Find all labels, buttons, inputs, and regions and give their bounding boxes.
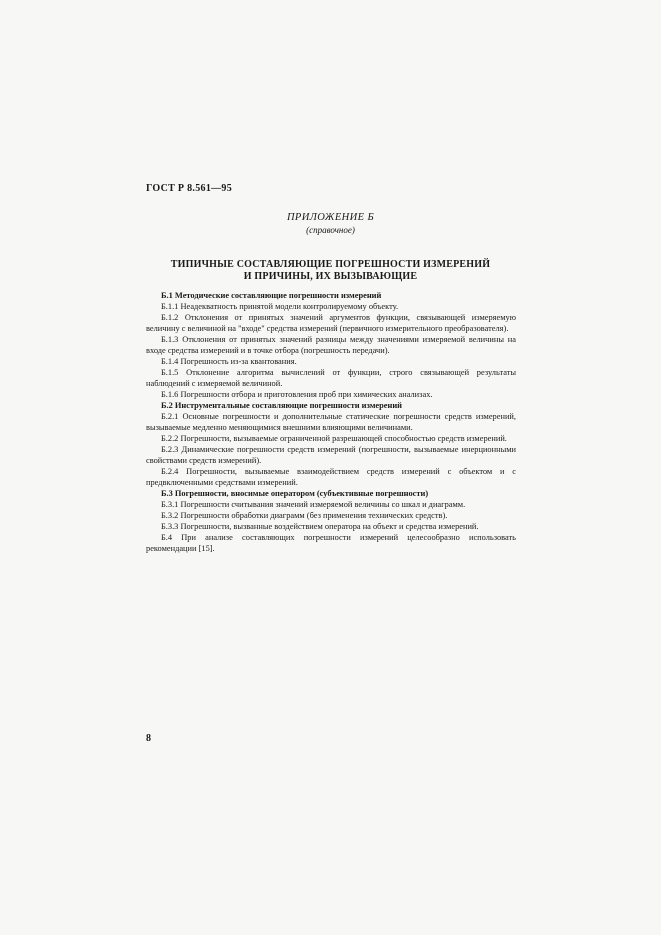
paragraph: Б.3.3 Погрешности, вызванные воздействием оператора на объект и средства измерений. (161, 522, 479, 531)
paragraph: Б.3.2 Погрешности обработки диаграмм (без применения технических средств). (161, 511, 448, 520)
paragraph: Б.1.1 Неадекватность принятой модели контролируемому объекту. (161, 302, 399, 311)
paragraph: Б.2.3 Динамические погрешности средств измерений (погрешности, вызываемые инерционными свойствами средств измерений). (146, 445, 516, 465)
appendix-subtitle: (справочное) (306, 225, 355, 235)
paragraph: Б.1.4 Погрешность из-за квантования. (161, 357, 297, 366)
paragraph: Б.1 Методические составляющие погрешности измерений (161, 291, 382, 300)
section-title: ТИПИЧНЫЕ СОСТАВЛЯЮЩИЕ ПОГРЕШНОСТИ ИЗМЕРЕНИЙ И ПРИЧИНЫ, ИХ ВЫЗЫВАЮЩИЕ (170, 259, 491, 282)
paragraph: Б.2 Инструментальные составляющие погрешности измерений (161, 401, 402, 410)
paragraph: Б.3.1 Погрешности считывания значений измеряемой величины со шкал и диаграмм. (161, 500, 466, 509)
paragraph: Б.1.6 Погрешности отбора и приготовления проб при химических анализах. (161, 390, 433, 399)
paragraph: Б.2.2 Погрешности, вызываемые ограниченной разрешающей способностью средств измерений. (161, 434, 507, 443)
paragraph: Б.1.2 Отклонения от принятых значений аргументов функции, связывающей измеряемую величину с величиной на "входе" средства измерений (первичного измерительного преобразователя). (146, 313, 516, 333)
paragraph: Б.2.4 Погрешности, вызываемые взаимодействием средств измерений с объектом и с предвключенными средствами измерений. (146, 467, 516, 487)
paragraph: Б.4 При анализе составляющих погрешности измерений целесообразно использовать рекомендации [15]. (146, 533, 516, 553)
standard-header: ГОСТ Р 8.561—95 (146, 183, 233, 194)
paragraph: Б.1.5 Отклонение алгоритма вычислений от функции, строго связывающей результаты наблюдений с измеряемой величиной. (146, 368, 516, 388)
appendix-title: ПРИЛОЖЕНИЕ Б (286, 212, 375, 223)
paragraph: Б.2.1 Основные погрешности и дополнительные статические погрешности средств измерений, вызываемые медленно меняющимися внешними влияющими величинами. (146, 412, 516, 432)
page-number: 8 (146, 733, 151, 744)
body-text (146, 290, 516, 554)
paragraph: Б.1.3 Отклонения от принятых значений разницы между значениями измеряемой величины на входе средства измерений и в точке отбора (погрешность передачи). (146, 335, 516, 355)
paragraph: Б.3 Погрешности, вносимые оператором (субъективные погрешности) (161, 489, 429, 498)
